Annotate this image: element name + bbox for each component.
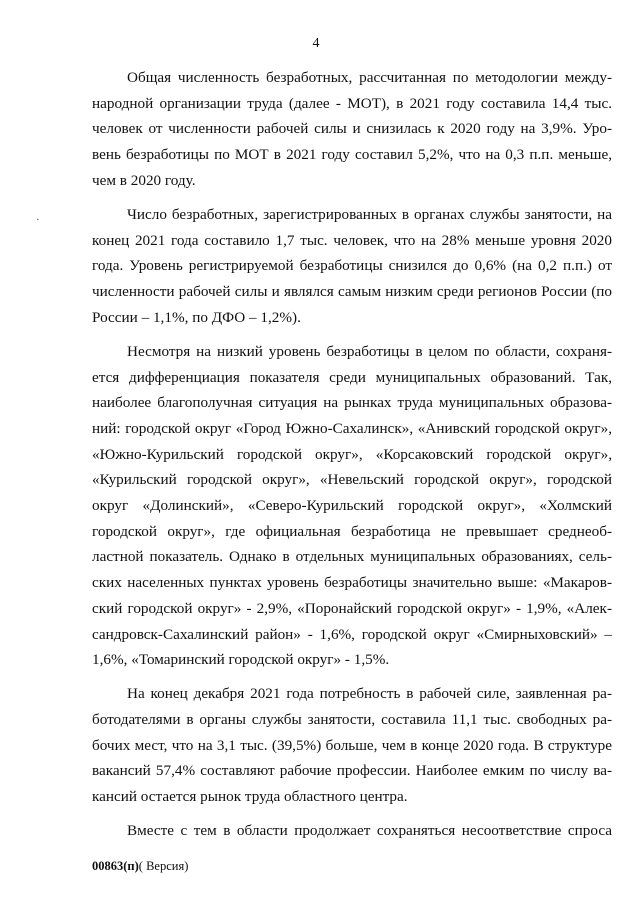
- paragraph-labor-demand: На конец декабря 2021 года потребность в рабочей силе, заявленная работодателями в органы службы занятости, составила 11,1 тыс. свободных рабочих мест, что на 3,1 тыс. (39,5%) больше, чем в конце 2020 года. В структуре вакансий 57,4% составляют рабочие профессии. Наиболее емким по числу вакансий остается рынок труда областного центра.: [92, 685, 612, 806]
- paragraph-supply-demand-mismatch: Вместе с тем в области продолжает сохраняться несоответствие спроса: [127, 822, 612, 840]
- document-footer: [92, 859, 188, 874]
- document-body: [92, 65, 612, 852]
- paragraph-unemployment-ilo: Общая численность безработных, рассчитанная по методологии международной организации труда (далее - МОТ), в 2021 году составила 14,4 тыс. человек от численности рабочей силы и снизилась к 2020 году на 3,9%. Уровень безработицы по МОТ в 2021 году составил 5,2%, что на 0,3 п.п. меньше, чем в 2020 году.: [92, 69, 612, 189]
- document-version: ( Версия): [138, 859, 189, 873]
- scan-speck: ·: [36, 214, 40, 226]
- page-number: 4: [312, 36, 320, 51]
- paragraph-municipal-differentiation: Несмотря на низкий уровень безработицы в целом по области, сохраняется дифференциация показателя среди муниципальных образований. Так, наиболее благополучная ситуация на рынках труда муниципальных образований: городской округ «Город Южно-Сахалинск», «Анивский городской округ», «Южно-Курильский городской округ», «Корсаковский городской округ», «Курильский городской округ», «Невельский городской округ», городской округ «Долинский», «Северо-Курильский городской округ», «Холмский городской округ», где официальная безработица не превышает среднеобластной показатель. Однако в отдельных муниципальных образованиях, сельских населенных пунктах уровень безработицы значительно выше: «Макаровский городской округ» - 2,9%, «Поронайский городской округ» - 1,9%, «Александровск-Сахалинский район» - 1,6%, городской округ «Смирныховский» – 1,6%, «Томаринский городской округ» - 1,5%.: [92, 342, 612, 669]
- document-code: 00863(п): [92, 859, 139, 873]
- paragraph-registered-unemployed: Число безработных, зарегистрированных в органах службы занятости, на конец 2021 года составило 1,7 тыс. человек, что на 28% меньше уровня 2020 года. Уровень регистрируемой безработицы снизился до 0,6% (на 0,2 п.п.) от численности рабочей силы и являлся самым низким среди регионов России (по России – 1,1%, по ДФО – 1,2%).: [92, 205, 612, 326]
